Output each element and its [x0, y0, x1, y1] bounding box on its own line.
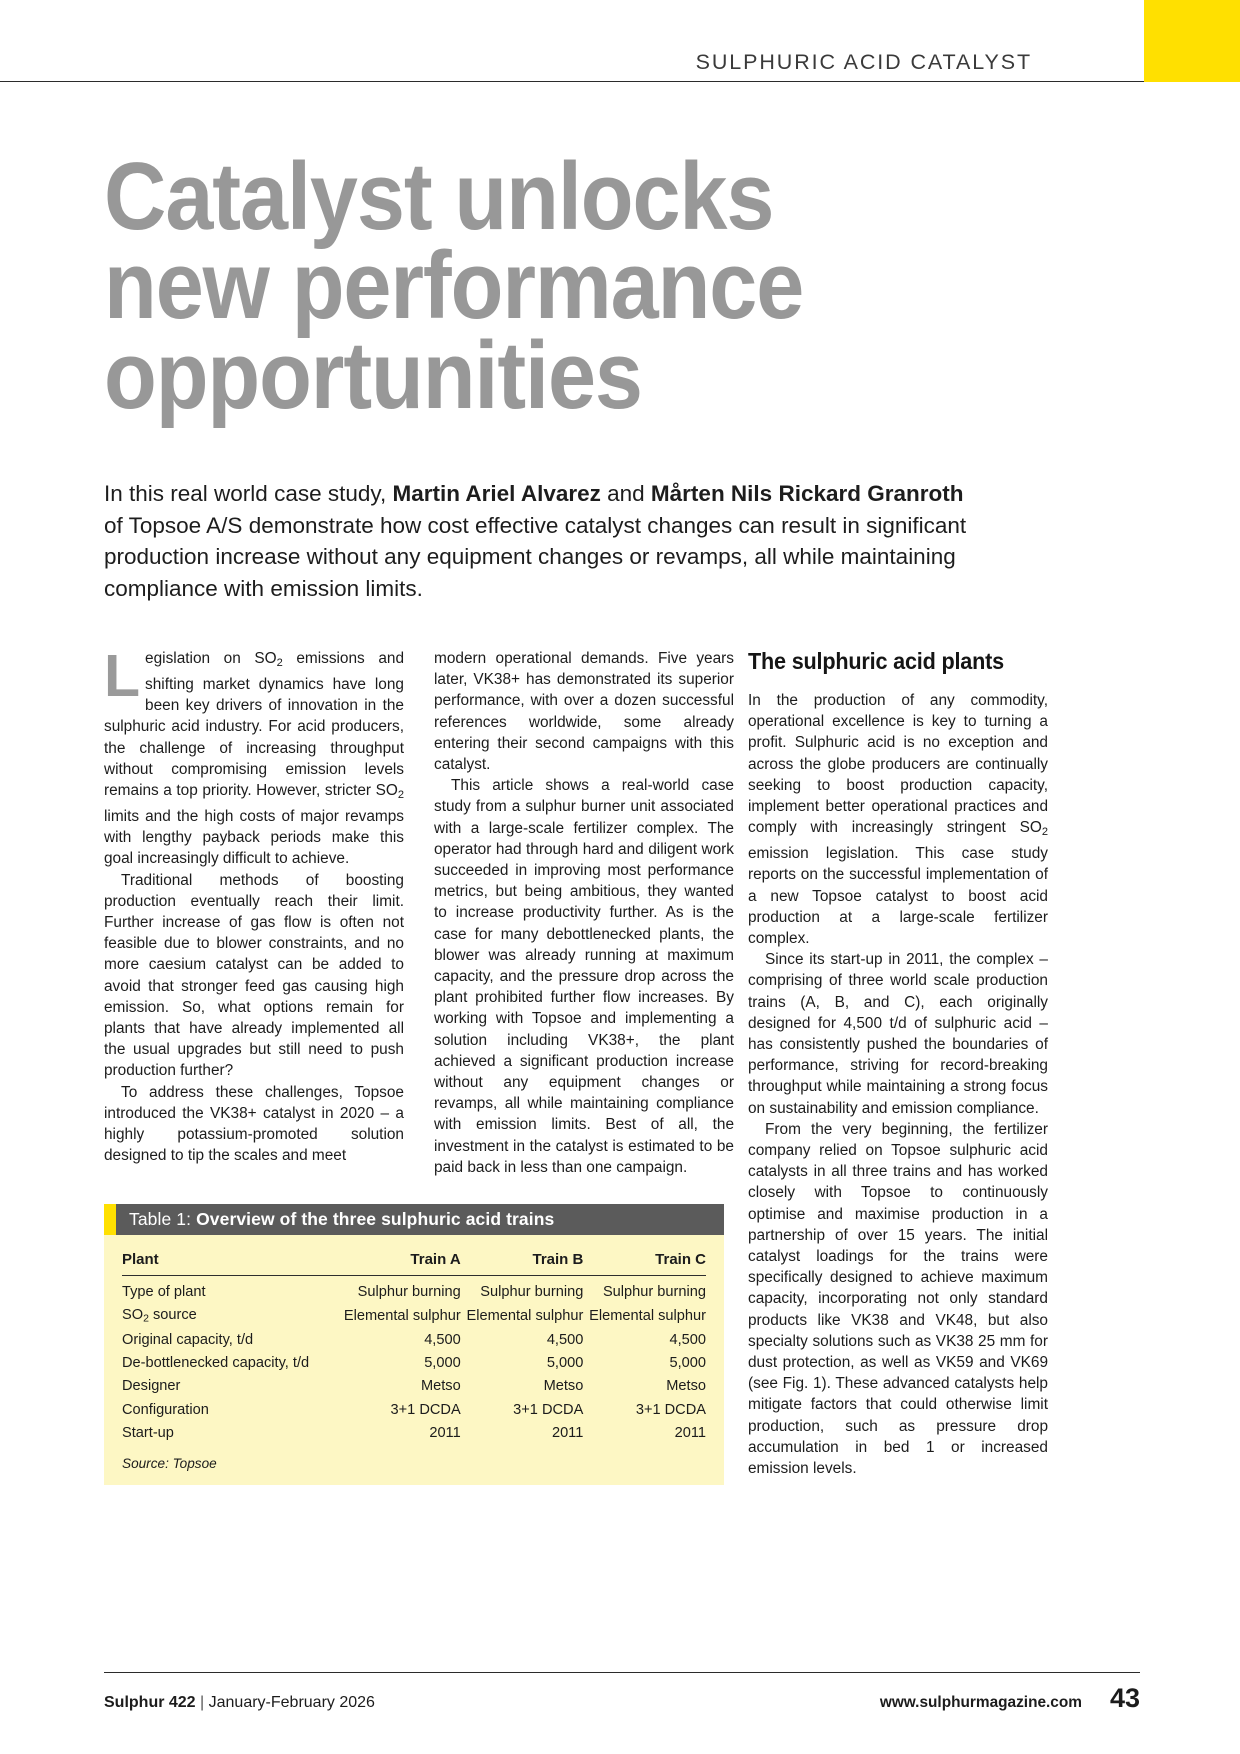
paragraph	[104, 643, 404, 870]
author-name-2: Mårten Nils Rickard Granroth	[650, 481, 964, 506]
page-footer	[104, 1672, 1140, 1714]
table-source: Source: Topsoe	[122, 1456, 217, 1472]
table-caption-accent	[104, 1204, 116, 1235]
table-row	[122, 1304, 706, 1329]
paragraph: Since its start-up in 2011, the complex – comprising of three world scale production trains (A, B, and C), each originally designed for 4,500 t/d of sulphuric acid – has consistently pushed the boundaries of performance, striving for record-breaking throughput while maintaining a strong focus on sustainability and emission compliance.	[748, 951, 1048, 1117]
footer-separator: |	[195, 1694, 209, 1711]
cell: Elemental sulphur	[589, 1308, 706, 1324]
website-url[interactable]: www.sulphurmagazine.com	[879, 1694, 1082, 1711]
row-label	[122, 1304, 338, 1329]
page-number: 43	[1109, 1683, 1140, 1713]
row-label: Designer	[122, 1378, 181, 1395]
row-label: Start-up	[122, 1424, 174, 1441]
row-label: Original capacity, t/d	[122, 1332, 254, 1348]
paragraph-text: emissions and shifting market dynamics have long been key drivers of innovation in the sulphuric acid industry. For acid producers, the challenge of increasing throughput without compromising emission levels remains a top priority. However, stricter SO	[104, 650, 404, 799]
table-row	[122, 1421, 706, 1444]
table-caption-bar	[104, 1204, 724, 1235]
running-head	[0, 0, 1240, 82]
cell: Metso	[543, 1378, 584, 1395]
table-row	[122, 1276, 706, 1304]
paragraph-text: egislation on SO	[145, 650, 277, 667]
body-column-2	[434, 648, 734, 1178]
subscript: 2	[397, 788, 404, 801]
cell: 3+1 DCDA	[513, 1401, 584, 1418]
table-body	[104, 1235, 724, 1485]
table-row	[122, 1398, 706, 1421]
page-title	[104, 143, 914, 429]
paragraph: This article shows a real-world case study from a sulphur burner unit associated with a large-scale fertilizer complex. The operator had through hard and diligent work succeeded in improving most performance metrics, but being ambitious, they wanted to increase productivity further. As is the case for many debottlenecked plants, the blower was already running at maximum capacity, and the pressure drop across the plant prohibited further flow increases. By working with Topsoe and implementing a solution including VK38+, the plant achieved a significant production increase without any equipment changes or revamps, all while maintaining compliance with emission limits. Best of all, the investment in the catalyst is estimated to be paid back in less than one campaign.	[434, 777, 734, 1176]
cell: 2011	[674, 1424, 706, 1441]
section-heading: The sulphuric acid plants	[748, 648, 1004, 674]
column-header: Train B	[532, 1251, 584, 1268]
table-body-rows	[122, 1276, 706, 1445]
paragraph-text: In the production of any commodity, operational excellence is key to turning a profit. Sulphuric acid is no exception and across the globe producers are continually seeking to boost production capacity, implement better operational practices and comply with increasingly stringent SO	[748, 692, 1048, 837]
drop-cap: L	[104, 643, 141, 709]
standfirst-part-1: In this real world case study,	[104, 481, 393, 506]
table-1	[104, 1204, 724, 1485]
table-row	[122, 1352, 706, 1375]
standfirst-part-3: of Topsoe A/S demonstrate how cost effective catalyst changes can result in significant production increase without any equipment changes or revamps, all while maintaining compliance with emission limits.	[104, 512, 967, 601]
cell: Sulphur burning	[480, 1284, 584, 1300]
body-column-1	[104, 643, 404, 1166]
paragraph: Traditional methods of boosting production eventually reach their limit. Further increase of gas flow is often not feasible due to blower constraints, and no more caesium catalyst can be added to avoid that stronger feed gas causing high emission. So, what options remain for plants that have already implemented all the usual upgrades but still need to push production further?	[104, 871, 404, 1080]
paragraph	[748, 690, 1048, 949]
cell: Elemental sulphur	[343, 1308, 461, 1324]
table-row	[122, 1375, 706, 1398]
cell: 5,000	[424, 1355, 461, 1372]
cell: 4,500	[669, 1332, 706, 1348]
paragraph: To address these challenges, Topsoe introduced the VK38+ catalyst in 2020 – a highly potassium-promoted solution designed to tip the scales and meet	[104, 1083, 404, 1165]
row-label-text: SO	[122, 1307, 144, 1324]
footer-issue-info	[104, 1694, 375, 1712]
section-title: SULPHURIC ACID CATALYST	[695, 50, 1032, 74]
cell: Metso	[666, 1378, 706, 1395]
cell: 2011	[429, 1424, 461, 1441]
cell: 3+1 DCDA	[635, 1401, 706, 1418]
corner-accent-swatch	[1144, 0, 1240, 82]
footer-right-group	[880, 1683, 1140, 1714]
paragraph: modern operational demands. Five years later, VK38+ has demonstrated its superior performance, with over a dozen successful references worldwide, some already entering their second campaigns with this catalyst.	[434, 650, 734, 774]
cell: 2011	[551, 1424, 584, 1441]
column-header: Plant	[122, 1251, 159, 1268]
trains-overview-table	[122, 1251, 706, 1444]
row-label: Type of plant	[122, 1284, 206, 1300]
magazine-name: Sulphur 422	[104, 1694, 196, 1711]
cell: 3+1 DCDA	[390, 1401, 461, 1418]
subscript: 2	[143, 1312, 149, 1325]
cell: Sulphur burning	[357, 1284, 461, 1300]
headline-line-2: new performance	[104, 232, 804, 340]
standfirst	[104, 478, 974, 604]
paragraph: From the very beginning, the fertilizer company relied on Topsoe sulphuric acid catalysts in all three trains and has worked closely with Topsoe to continuously optimise and maximise production in a partnership of over 15 years. The initial catalyst loadings for the trains were specifically designed to achieve maximum capacity, incorporating not only standard products like VK38 and VK48, but also specialty solutions such as VK38 25 mm for dust protection, as well as VK59 and VK69 (see Fig. 1). These advanced catalysts help mitigate factors that could otherwise limit production, such as pressure drop accumulation in bed 1 or increased emission levels.	[748, 1120, 1048, 1478]
author-name-1: Martin Ariel Alvarez	[392, 481, 601, 506]
subscript: 2	[1041, 825, 1048, 838]
cell: 5,000	[546, 1355, 584, 1372]
issue-date: January-February 2026	[208, 1694, 375, 1711]
column-header: Train C	[655, 1251, 706, 1268]
cell: 5,000	[669, 1355, 706, 1372]
table-header-row	[122, 1251, 706, 1276]
table-caption-label: Table 1:	[129, 1209, 197, 1229]
body-column-3	[748, 648, 1048, 1479]
row-label-tail: source	[148, 1307, 197, 1324]
paragraph-text: emission legislation. This case study reports on the successful implementation of a new Topsoe catalyst to boost acid production at a large-scale fertilizer complex.	[748, 845, 1048, 947]
row-label: Configuration	[122, 1401, 209, 1418]
headline-line-1: Catalyst unlocks	[104, 143, 774, 250]
headline-line-3: opportunities	[104, 321, 642, 429]
cell: Elemental sulphur	[466, 1308, 584, 1324]
table-caption-title: Overview of the three sulphuric acid trains	[196, 1209, 555, 1229]
table-caption	[116, 1204, 724, 1235]
cell: Sulphur burning	[602, 1284, 706, 1300]
column-header: Train A	[410, 1251, 461, 1268]
standfirst-part-2: and	[600, 481, 651, 506]
cell: 4,500	[424, 1332, 461, 1348]
cell: 4,500	[546, 1332, 584, 1348]
row-label: De-bottlenecked capacity, t/d	[122, 1355, 310, 1372]
table-row	[122, 1328, 706, 1351]
cell: Metso	[420, 1378, 461, 1395]
paragraph-text: limits and the high costs of major revamps with lengthy payback periods make this goal increasingly difficult to achieve.	[104, 807, 404, 868]
subscript: 2	[276, 656, 283, 669]
